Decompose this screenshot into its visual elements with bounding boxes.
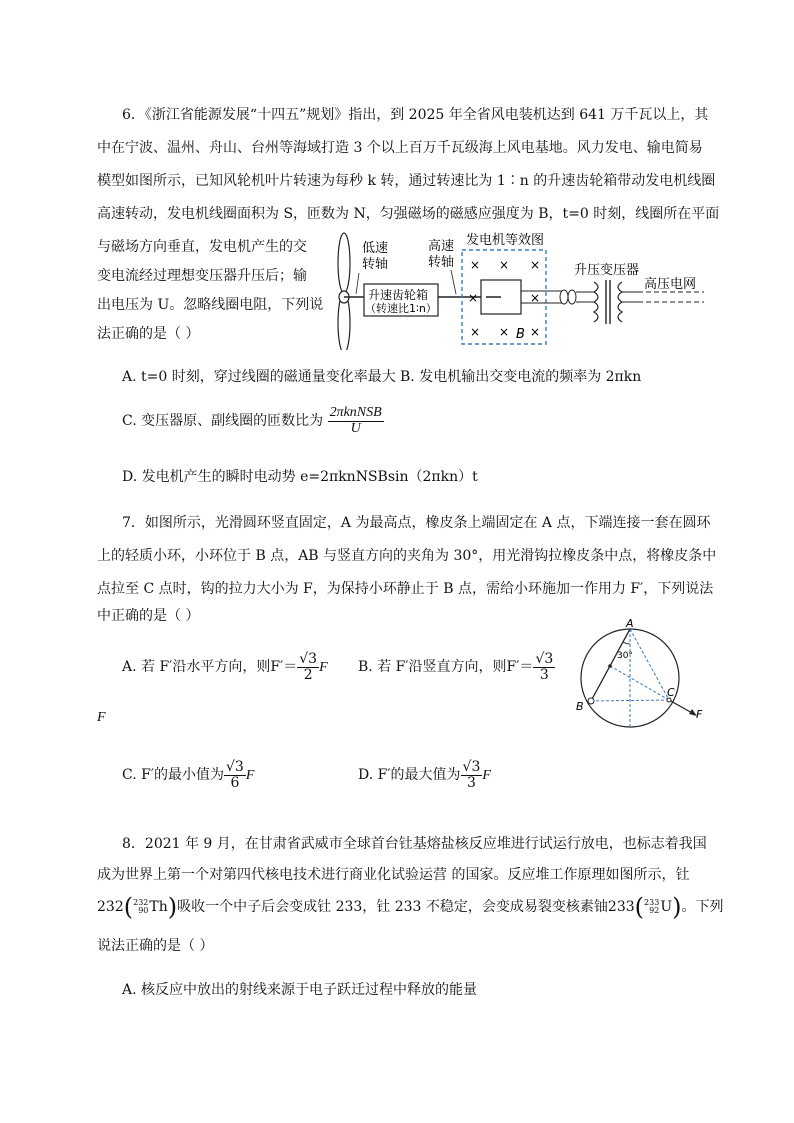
- q7-line-3: 点拉至 C 点时，钩的拉力大小为 F，为保持小环静止于 B 点，需给小环施加一作用力 F′，下列说法: [97, 581, 714, 597]
- q7-option-a: A. 若 F′沿水平方向，则F′＝ $\frac{√3}{2}$ F: [122, 651, 328, 683]
- generator-title: 发电机等效图: [466, 233, 545, 248]
- grid-label: 高压电网: [644, 277, 697, 292]
- q6-option-c-fraction: $\frac{\text{2πknNSB}}{U}$: [329, 405, 382, 436]
- q6-line-5: 与磁场方向垂直，发电机产生的交: [97, 239, 307, 255]
- high-speed-label-1: 高速: [428, 239, 455, 254]
- transformer-label: 升压变压器: [574, 263, 640, 278]
- q6-line-1: 6．《浙江省能源发展“十四五”规划》指出，到 2025 年全省风电装机达到 641 万千瓦以上，其: [122, 107, 709, 123]
- q8-line-2: 成为世界上第一个对第四代核电技术进行商业化试验运营 的国家。反应堆工作原理如图所示，钍: [97, 867, 690, 883]
- svg-text:×: ×: [530, 258, 541, 272]
- point-b-label: B: [576, 700, 584, 713]
- q6-line-7: 出电压为 U。忽略线圈电阻，下列说: [97, 297, 324, 313]
- gearbox-ratio: （转速比1∶n）: [365, 302, 437, 315]
- q7-line-1: 7．如图所示，光滑圆环竖直固定，A 为最高点，橡皮条上端固定在 A 点，下端连接一套在圆环: [122, 515, 711, 531]
- q6-line-6: 变电流经过理想变压器升压后；输: [97, 268, 307, 284]
- svg-text:×: ×: [499, 325, 510, 339]
- point-c-label: C: [667, 686, 675, 699]
- high-speed-label-2: 转轴: [428, 255, 455, 270]
- angle-label: 30°: [617, 651, 633, 661]
- q7-line-2: 上的轻质小环，小环位于 B 点，AB 与竖直方向的夹角为 30°，用光滑钩拉橡皮条中点，将橡皮条中: [97, 548, 717, 564]
- svg-text:×: ×: [530, 291, 541, 305]
- q6-line-8: 法正确的是（ ）: [97, 326, 200, 342]
- q6-line-2: 中在宁波、温州、舟山、台州等海域打造 3 个以上百万千瓦级海上风电基地。风力发电、输电简易: [97, 140, 703, 156]
- q6-line-3: 模型如图所示，已知风轮机叶片转速为每秒 k 转，通过转速比为 1∶n 的升速齿轮箱带动发电机线圈: [97, 173, 716, 189]
- q6-option-b: B. 发电机输出交变电流的频率为 2πkn: [400, 369, 642, 385]
- low-speed-label-1: 低速: [362, 241, 389, 256]
- q6-option-a: A. t=0 时刻，穿过线圈的磁通量变化率最大: [122, 369, 396, 385]
- q7-option-d: D. F′的最大值为 $\frac{√3}{3}$ F: [358, 759, 491, 791]
- force-f-label: F: [696, 708, 703, 721]
- svg-text:×: ×: [468, 291, 479, 305]
- svg-text:×: ×: [499, 258, 510, 272]
- q6-option-c: [122, 406, 384, 436]
- q7-ring-diagram: [570, 618, 710, 730]
- q8-line-1: 8．2021 年 9 月，在甘肃省武威市全球首台钍基熔盐核反应堆进行试运行放电，也标志着我国: [122, 836, 707, 852]
- q7-option-c: C. F′的最小值为 $\frac{√3}{6}$ F: [122, 759, 255, 791]
- q8-option-a: A. 核反应中放出的射线来源于电子跃迁过程中释放的能量: [122, 982, 478, 998]
- q7-option-b-wrap: F: [97, 710, 106, 725]
- svg-text:×: ×: [470, 325, 481, 339]
- q6-wind-power-diagram: [326, 228, 706, 350]
- q6-option-d: D. 发电机产生的瞬时电动势 e=2πknNSBsin（2πkn）t: [122, 469, 478, 485]
- q7-line-4: 中正确的是（ ）: [97, 608, 200, 624]
- svg-text:B: B: [516, 327, 525, 342]
- q6-line-4: 高速转动，发电机线圈面积为 S，匝数为 N，匀强磁场的磁感应强度为 B，t=0 时刻，线圈所在平面: [97, 206, 720, 222]
- q8-line-3: 232( 232 90 Th)吸收一个中子后会变成钍 233，钍 233 不稳定，会变成易裂变核素铀233( 233 92 U)。下列: [97, 893, 724, 921]
- q8-line-4: 说法正确的是（ ）: [97, 938, 214, 954]
- q6-option-c-text: C. 变压器原、副线圈的匝数比为: [122, 413, 324, 430]
- point-a-label: A: [626, 618, 634, 630]
- gearbox-label: 升速齿轮箱: [368, 288, 429, 302]
- low-speed-label-2: 转轴: [362, 257, 389, 272]
- svg-text:×: ×: [470, 258, 481, 272]
- svg-text:×: ×: [530, 325, 541, 339]
- q7-option-b: B. 若 F′沿竖直方向，则F′＝ $\frac{√3}{3}$: [358, 651, 554, 683]
